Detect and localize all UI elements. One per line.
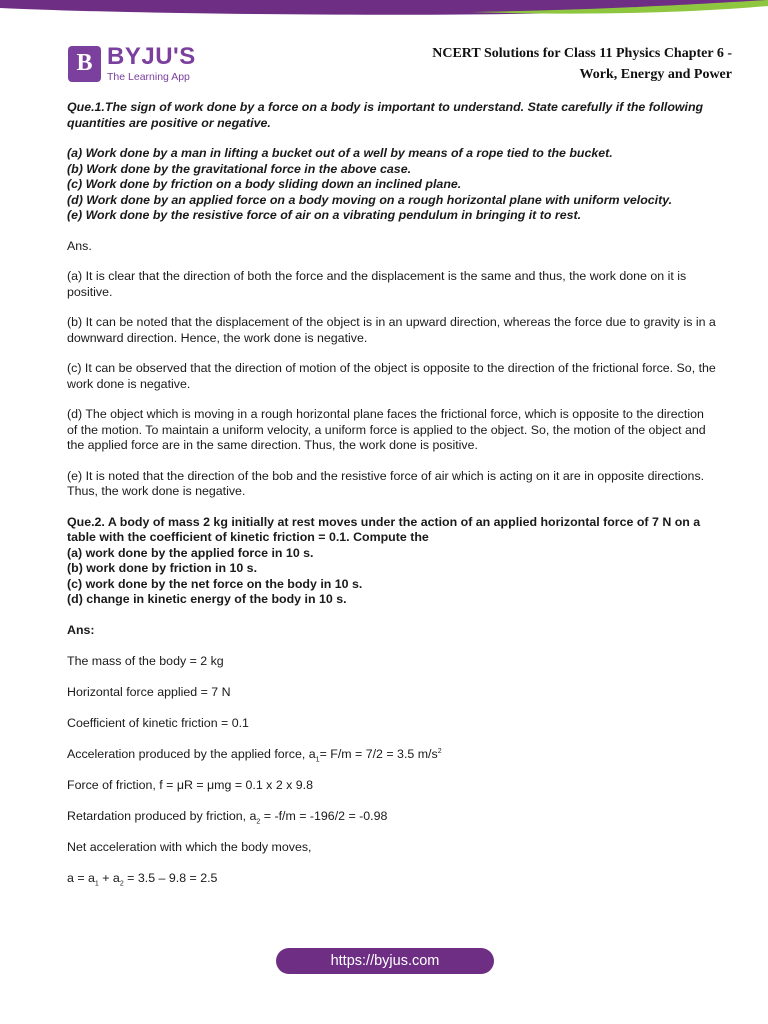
q1-part-a: (a) Work done by a man in lifting a bucket out of a well by means of a rope tied to the bucket. — [67, 146, 613, 160]
byjus-logo — [68, 45, 196, 83]
q1-question: Que.1.The sign of work done by a force on a body is important to understand. State carefully if the following quantities are positive or negative. — [67, 100, 704, 130]
q2-force: Horizontal force applied = 7 N — [67, 684, 231, 699]
q2-question: Que.2. A body of mass 2 kg initially at rest moves under the action of an applied horizontal force of 7 N on a table with the coefficient of kinetic friction = 0.1. Compute the — [67, 514, 701, 544]
q2-acceleration: Acceleration produced by the applied force, $a_1= F/m = 7/2 = 3.5$ $m/s^2$ — [67, 746, 442, 763]
q2-mass: The mass of the body = 2 kg — [67, 653, 224, 668]
q1-answer-d: (d) The object which is moving in a rough horizontal plane faces the frictional force, which is opposite to the direction of the motion. To maintain a uniform velocity, a uniform force is applied to the object. So, the motion of the object and the applied force are in the same direction. Thus, the work done is positive. — [67, 407, 706, 452]
q1-ans-label: Ans. — [67, 238, 92, 253]
page-content — [67, 100, 717, 902]
q2-net-acceleration-label: Net acceleration with which the body moves, — [67, 839, 312, 854]
q1-part-d: (d) Work done by an applied force on a body moving on a rough horizontal plane with uniform velocity. — [67, 192, 673, 207]
q1-answer-b: (b) It can be noted that the displacement of the object is in an upward direction, whereas the force due to gravity is in a downward direction. Hence, the work done is negative. — [67, 315, 716, 345]
q2-retardation: Retardation produced by friction, $a_2 = -f/m = -196/2 = -0.98$ — [67, 808, 388, 825]
q2-part-a: (a) work done by the applied force in 10 s. — [67, 545, 314, 560]
q2-ans-label: Ans: — [67, 622, 95, 637]
footer-url-link[interactable]: https://byjus.com — [276, 948, 494, 974]
header-line-2: Work, Energy and Power — [579, 67, 732, 82]
q1-answer-a: (a) It is clear that the direction of both the force and the displacement is the same and thus, the work done on it is positive. — [67, 269, 687, 299]
top-decorative-band — [0, 0, 768, 22]
logo-name: BYJU'S — [107, 43, 196, 70]
logo-tagline: The Learning App — [107, 71, 190, 83]
q2-friction-force: Force of friction, f = μR = μmg = 0.1 x 2 x 9.8 — [67, 777, 314, 792]
q2-net-acceleration-equation: $a = a_1 + a_2 = 3.5 - 9.8 = 2.5$ — [67, 870, 218, 887]
q1-answer-e: (e) It is noted that the direction of the bob and the resistive force of air which is acting on it are in opposite directions. Thus, the work done is negative. — [67, 468, 705, 498]
logo-mark: B — [68, 46, 101, 82]
header-line-1: NCERT Solutions for Class 11 Physics Chapter 6 - — [432, 46, 732, 61]
document-header — [352, 43, 732, 85]
q1-answer-c: (c) It can be observed that the direction of motion of the object is opposite to the direction of the frictional force. So, the work done is negative. — [67, 361, 716, 391]
q2-friction-coefficient: Coefficient of kinetic friction = 0.1 — [67, 715, 249, 730]
q2-part-b: (b) work done by friction in 10 s. — [67, 561, 258, 575]
q1-part-b: (b) Work done by the gravitational force in the above case. — [67, 161, 412, 176]
q1-part-c: (c) Work done by friction on a body sliding down an inclined plane. — [67, 177, 462, 191]
q2-part-d: (d) change in kinetic energy of the body in 10 s. — [67, 592, 347, 606]
q2-part-c: (c) work done by the net force on the body in 10 s. — [67, 576, 363, 591]
q1-part-e: (e) Work done by the resistive force of air on a vibrating pendulum in bringing it to rest. — [67, 208, 582, 222]
